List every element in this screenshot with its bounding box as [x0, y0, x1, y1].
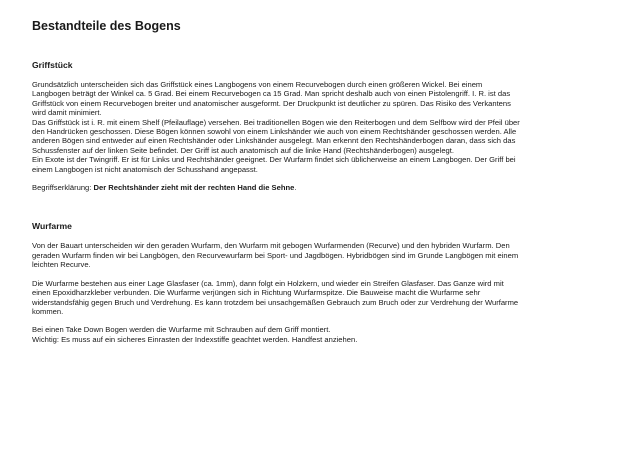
text-line: Schussfenster auf der linken Seite befindet. Der Griff ist auch anatomisch auf die linke Hand (Rechtshänderbogen) ausgelegt. [32, 145, 454, 155]
text-line: wird damit minimiert. [32, 108, 102, 118]
text-line: Ein Exote ist der Twingriff. Er ist für Links und Rechtshänder geeignet. Der Wurfarm findet sich üblicherweise an einem Langbogen. Der Griff bei [32, 155, 516, 165]
definition-label: Begriffserklärung: [32, 183, 94, 193]
griffstueck-paragraph [32, 80, 620, 174]
text-line: einen Epoxidharzkleber verbunden. Die Wurfarme verjüngen sich in Richtung Wurfarmspitze. Die Bauweise macht die Wurfarme sehr [32, 288, 481, 298]
section-heading-wurfarme: Wurfarme [32, 221, 72, 232]
text-line: widerstandsfähig gegen Bruch und Verdrehung. Es kann trotzdem bei unsachgemäßen Gebrauch zum Bruch oder zur Verdrehung der Wurfarme [32, 297, 519, 307]
section-heading-griffstueck: Griffstück [32, 60, 73, 70]
text-line: kommen. [32, 306, 64, 316]
text-line: Griffstück von einem Recurvebogen breiter und anatomischer ausgeformt. Der Druckpunkt ist deutlicher zu spüren. Das Risiko des Verkantens [32, 98, 511, 108]
text-line: Wichtig: Es muss auf ein sicheres Einrasten der Indexstiffe geachtet werden. Handfest anziehen. [32, 334, 358, 344]
text-line: geraden Wurfarm finden wir bei Langbögen, den Recurvewurfarm bei Sport- und Jagdbögen. Hybridbögen sind im Grunde Langbögen mit einem [32, 250, 519, 260]
text-line: anderen Bögen sind entweder auf einen Rechtshänder oder Linkshänder ausgelegt. Man erkennt den Rechtshänderbogen daran, dass sich das [32, 136, 516, 146]
page-title: Bestandteile des Bogens [32, 19, 181, 33]
text-line: Das Griffstück ist i. R. mit einem Shelf (Pfeilauflage) versehen. Bei traditionellen Bögen wie den Reiterbogen und dem Selfbow wird der Pfeil über [32, 117, 520, 127]
wurfarme-paragraph-2 [32, 279, 620, 317]
wurfarme-paragraph-3 [32, 325, 620, 344]
definition-text: Der Rechtshänder zieht mit der rechten Hand die Sehne [93, 183, 295, 193]
wurfarme-paragraph-1 [32, 241, 620, 269]
text-line: Die Wurfarme bestehen aus einer Lage Glasfaser (ca. 1mm), dann folgt ein Holzkern, und wieder ein Streifen Glasfaser. Das Ganze wird mit [32, 278, 504, 288]
text-line: Grundsätzlich unterscheiden sich das Griffstück eines Langbogens von einem Recurvebogen durch einen größeren Wickel. Bei einem [32, 80, 483, 89]
text-line: einem Langbogen ist nicht anatomisch der Schusshand angepasst. [32, 164, 258, 174]
definition-end: . [294, 183, 297, 193]
text-line: den Handrücken geschossen. Diese Bögen können sowohl von einem Linkshänder wie auch von einem Rechtshänder geschossen werden. Alle [32, 127, 517, 137]
text-line: leichten Recurve. [32, 260, 91, 270]
text-line: Von der Bauart unterscheiden wir den geraden Wurfarm, den Wurfarm mit gebogen Wurfarmenden (Recurve) und den hybriden Wurfarm. Den [32, 241, 510, 251]
text-line: Bei einen Take Down Bogen werden die Wurfarme mit Schrauben auf dem Griff montiert. [32, 325, 331, 335]
document-page [32, 18, 620, 344]
text-line: Langbogen beträgt der Winkel ca. 5 Grad. Bei einem Recurvebogen ca 15 Grad. Man spricht deshalb auch von einen Pistolengriff. I. R. ist das [32, 89, 511, 99]
definition-line [32, 183, 620, 192]
